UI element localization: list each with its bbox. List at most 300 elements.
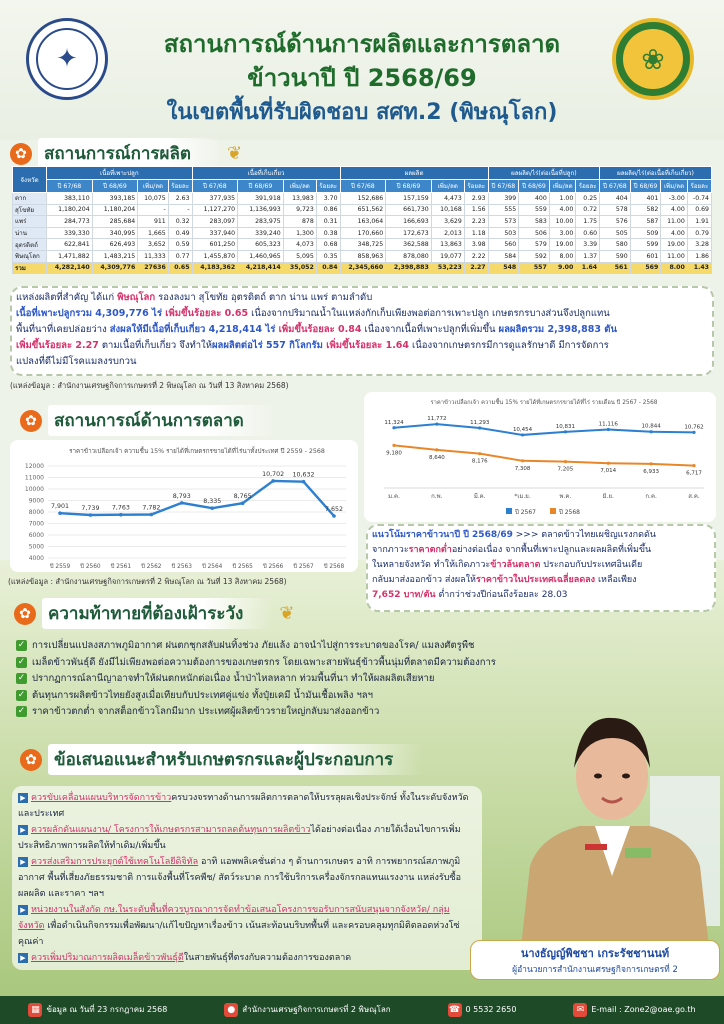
- section-production-header: [10, 138, 242, 169]
- data-point: [180, 501, 184, 505]
- total-cell: 557: [519, 262, 550, 274]
- text: เหลือเพียง: [595, 575, 637, 585]
- list-item: [16, 655, 716, 672]
- x-tick-label: ปี 2566: [262, 564, 284, 570]
- table-cell: 11,333: [138, 250, 169, 262]
- subheader: ปี 68/69: [630, 180, 661, 193]
- data-label: 9,180: [386, 450, 402, 457]
- suggestion-text: อาทิ แอพพลิเคชั่นต่าง ๆ ด้านการเกษตร อาทิ การพยากรณ์สภาพภูมิอากาศ พื้นที่เสี่ยงภัยธรรมชาติ การแจ้งพื้นที่โรคพืช/ สัตว์ระบาด การใช้บริการเครื่องจักรกลแทนแรงงาน แหล่งรับซื้อผลผลิต และราคา ฯลฯ: [18, 857, 461, 899]
- province-cell: น่าน: [13, 227, 47, 239]
- table-cell: 0.59: [168, 239, 192, 251]
- footer-office-text: สำนักงานเศรษฐกิจการเกษตรที่ 2 พิษณุโลก: [242, 1005, 391, 1014]
- table-cell: 9,723: [283, 204, 316, 216]
- subheader: ปี 68/69: [92, 180, 138, 193]
- table-cell: 1,471,882: [47, 250, 93, 262]
- table-cell: 11.00: [661, 250, 688, 262]
- data-label: 7,782: [142, 504, 161, 512]
- data-label: 11,116: [598, 421, 618, 428]
- table-cell: 506: [519, 227, 550, 239]
- table-cell: -: [138, 204, 169, 216]
- text: จากภาวะ: [372, 545, 409, 555]
- emblem-icon: ✦: [36, 28, 98, 90]
- group-header: ผลผลิต/ไร่(ต่อเนื้อที่เก็บเกี่ยว): [600, 167, 712, 180]
- data-point: [650, 462, 653, 465]
- series-line: [60, 481, 334, 516]
- table-cell: 584: [488, 250, 519, 262]
- table-cell: 1,665: [138, 227, 169, 239]
- total-cell: 561: [600, 262, 631, 274]
- text-highlight: ส่งผลให้มีเนื้อที่เก็บเกี่ยว: [109, 324, 206, 335]
- footer-date: [28, 1003, 167, 1017]
- x-tick-label: ก.ค.: [645, 493, 657, 500]
- suggestion-highlight: หน่วยงานในสังกัด กษ.ในระดับพื้นที่ควรบูรณาการจัดทำข้อเสนอโครงการขอรับการสนับสนุนจากจังหวัด/ กลุ่มจังหวัด: [18, 905, 450, 931]
- data-point: [392, 426, 395, 429]
- list-item: [16, 638, 716, 655]
- text: พื้นที่นาที่เคยปล่อยว่าง: [16, 324, 110, 335]
- data-point: [521, 433, 524, 436]
- table-cell: 391,918: [238, 193, 284, 205]
- suggestion-highlight: ควรเพิ่มปริมาณการผลิตเมล็ดข้าวพันธุ์ดี: [31, 953, 184, 963]
- data-label: 7,014: [600, 468, 617, 475]
- table-cell: 401: [630, 193, 661, 205]
- list-item: [18, 902, 476, 950]
- table-cell: 587: [630, 216, 661, 228]
- data-point: [332, 514, 336, 518]
- total-cell: 0.84: [316, 262, 340, 274]
- data-point: [210, 506, 214, 510]
- section-title: สถานการณ์ด้านการตลาด: [48, 405, 274, 436]
- table-cell: 348,725: [340, 239, 386, 251]
- table-row: [13, 193, 712, 205]
- table-cell: 10,168: [431, 204, 464, 216]
- calendar-icon: ▦: [28, 1003, 42, 1017]
- oae-logo: [26, 18, 108, 100]
- table-cell: -3.00: [661, 193, 688, 205]
- data-label: 8,176: [471, 458, 488, 465]
- data-label: 6,933: [643, 468, 660, 475]
- total-cell: 2,345,660: [340, 262, 386, 274]
- text-highlight: เพิ่มขึ้นร้อยละ 0.65: [165, 308, 249, 319]
- text-highlight: 557 กิโลกรัม: [262, 340, 327, 351]
- play-arrow-icon: ▶: [18, 825, 28, 835]
- table-cell: 19.00: [549, 239, 576, 251]
- table-cell: 3,652: [138, 239, 169, 251]
- text: เนื่องจากเนื้อที่เพาะปลูกที่เพิ่มขึ้น: [361, 324, 499, 335]
- data-point: [392, 444, 395, 447]
- total-cell: 4,218,414: [238, 262, 284, 274]
- y-tick-label: 12000: [24, 463, 44, 470]
- table-cell: 4,473: [431, 193, 464, 205]
- subheader: ร้อยละ: [687, 180, 711, 193]
- play-arrow-icon: ▶: [18, 857, 28, 867]
- group-header: เนื้อที่เพาะปลูก: [47, 167, 192, 180]
- director-name: นางธัญญ์พิชชา เกระรัชชานนท์: [520, 947, 670, 960]
- list-item-text: ราคาข้าวตกต่ำ จากสต็อกข้าวโลกมีมาก ประเทศผู้ผลิตข้าวรายใหญ่กลับมาส่งออกข้าว: [32, 706, 380, 717]
- total-cell: 35,052: [283, 262, 316, 274]
- text-highlight: ผลผลิตรวม 2,398,883 ตัน: [498, 324, 617, 335]
- table-cell: 580: [600, 239, 631, 251]
- flower-icon: ✿: [20, 410, 42, 432]
- x-tick-label: ปี 2562: [141, 564, 162, 570]
- text-highlight: เพิ่มขึ้นร้อยละ 1.64: [326, 340, 410, 351]
- table-cell: 13,983: [283, 193, 316, 205]
- x-tick-label: ส.ค.: [688, 493, 700, 500]
- text-highlight: พิษณุโลก: [117, 292, 156, 303]
- table-cell: 1.56: [464, 204, 488, 216]
- table-cell: 10.00: [549, 216, 576, 228]
- table-cell: 284,773: [47, 216, 93, 228]
- list-item: [18, 950, 476, 966]
- legend-swatch: [506, 508, 512, 514]
- footer-email: [573, 1003, 695, 1017]
- table-cell: 878,080: [386, 250, 432, 262]
- table-cell: 503: [488, 227, 519, 239]
- subheader: ปี 68/69: [386, 180, 432, 193]
- total-cell: 2.27: [464, 262, 488, 274]
- table-cell: 1.86: [687, 250, 711, 262]
- subheader: ปี 67/68: [488, 180, 519, 193]
- table-cell: 1,483,215: [92, 250, 138, 262]
- table-cell: 0.31: [316, 216, 340, 228]
- table-cell: 383,110: [47, 193, 93, 205]
- table-cell: 559: [519, 204, 550, 216]
- table-cell: 3.70: [316, 193, 340, 205]
- table-cell: 19.00: [661, 239, 688, 251]
- play-arrow-icon: ▶: [18, 953, 28, 963]
- section-challenge-header: [14, 598, 294, 629]
- y-tick-label: 7000: [28, 520, 44, 528]
- text-highlight: เพิ่มขึ้นร้อยละ 2.27: [16, 340, 99, 351]
- x-tick-label: ปี 2567: [293, 564, 314, 570]
- data-point: [692, 464, 695, 467]
- suggestion-highlight: ควรผลักดันแผนงาน/ โครงการให้เกษตรกรสามารถลดต้นทุนการผลิตข้าว: [31, 825, 311, 835]
- y-tick-label: 8000: [28, 509, 44, 516]
- table-cell: 3.28: [687, 239, 711, 251]
- table-row: [13, 204, 712, 216]
- checkmark-icon: ✓: [17, 673, 26, 683]
- yearly-price-chart-box: [10, 440, 358, 572]
- table-cell: 0.49: [168, 227, 192, 239]
- monthly-price-chart: [364, 392, 716, 522]
- text: ตามเนื้อที่เก็บเกี่ยว จึงทำให้: [98, 340, 212, 351]
- title-line-1: สถานการณ์ด้านการผลิตและการตลาด: [163, 30, 561, 58]
- table-cell: 2.63: [168, 193, 192, 205]
- suggestion-text: ได้อย่างต่อเนื่อง ภายใต้เงื่อนไขการเพิ่มประสิทธิภาพการผลิตให้ทำเดิม/เพิ่มขึ้น: [18, 825, 461, 851]
- table-cell: 1,300: [283, 227, 316, 239]
- text-highlight: 7,652 บาท/ตัน: [372, 590, 436, 600]
- table-cell: 1.00: [549, 193, 576, 205]
- list-item-text: การเปลี่ยนแปลงสภาพภูมิอากาศ ฝนตกชุกสลับฝนทิ้งช่วง ภัยแล้ง อาจนำไปสู่การระบาดของโรค/ แมลงศัตรูพืช: [32, 640, 475, 651]
- text-highlight: เพิ่มขึ้นร้อยละ 0.84: [278, 324, 362, 335]
- x-tick-label: ปี 2559: [49, 564, 71, 570]
- data-label: 10,632: [292, 471, 315, 479]
- data-label: 7,763: [111, 504, 130, 512]
- table-row: [13, 250, 712, 262]
- table-cell: 651,562: [340, 204, 386, 216]
- table-cell: 11.00: [661, 216, 688, 228]
- footer-phone: [448, 1003, 517, 1017]
- data-label: 7,205: [557, 466, 574, 473]
- wheat-icon: ❦: [279, 603, 295, 624]
- table-row: [13, 239, 712, 251]
- data-point: [478, 452, 481, 455]
- table-cell: 0.32: [168, 216, 192, 228]
- subheader: เพิ่ม/ลด: [661, 180, 688, 193]
- table-cell: 555: [488, 204, 519, 216]
- table-cell: 19,077: [431, 250, 464, 262]
- data-label: 8,793: [172, 492, 191, 500]
- legend-label: ปี 2568: [559, 509, 580, 516]
- table-cell: 1.18: [464, 227, 488, 239]
- x-tick-label: ปี 2563: [171, 564, 192, 570]
- legend-swatch: [550, 508, 556, 514]
- table-cell: 509: [630, 227, 661, 239]
- chart-title: ราคาข้าวเปลือกเจ้า ความชื้น 15% รายได้ที่เกษตรกรขายได้ที่ไร่นาทั้งประเทศ ปี 2559 - 2568: [69, 448, 325, 455]
- total-cell: 2,398,883: [386, 262, 432, 274]
- data-point: [58, 511, 62, 515]
- table-cell: 163,064: [340, 216, 386, 228]
- x-tick-label: ม.ค.: [388, 493, 400, 500]
- data-label: 10,844: [641, 423, 661, 430]
- data-point: [607, 428, 610, 431]
- play-arrow-icon: ▶: [18, 905, 28, 915]
- y-tick-label: 9000: [28, 497, 44, 505]
- table-cell: 573: [488, 216, 519, 228]
- data-label: 6,717: [686, 470, 702, 477]
- total-cell: 1.64: [576, 262, 600, 274]
- subheader: ปี 67/68: [600, 180, 631, 193]
- table-cell: 337,940: [192, 227, 238, 239]
- x-tick-label: มิ.ย.: [602, 493, 614, 500]
- data-label: 11,324: [384, 419, 404, 426]
- text: เนื่องจากเกษตรกรมีการดูแลรักษาดี มีการจัดการ: [409, 340, 609, 351]
- footer: [0, 996, 724, 1024]
- section-suggestion-header: [20, 744, 423, 775]
- table-cell: 661,730: [386, 204, 432, 216]
- text: แปลงที่ดีไม่มีโรคแมลงรบกวน: [16, 356, 137, 367]
- table-cell: 8.00: [549, 250, 576, 262]
- data-label: 7,739: [81, 505, 100, 513]
- table-cell: 3.98: [464, 239, 488, 251]
- table-cell: 911: [138, 216, 169, 228]
- x-tick-label: ปี 2564: [202, 564, 223, 570]
- table-cell: 1,127,270: [192, 204, 238, 216]
- table-cell: 2.93: [464, 193, 488, 205]
- table-cell: 601: [630, 250, 661, 262]
- subheader: เพิ่ม/ลด: [549, 180, 576, 193]
- data-point: [650, 430, 653, 433]
- footer-phone-text: 0 5532 2650: [465, 1005, 517, 1014]
- section-market-header: [20, 405, 274, 436]
- subheader: ปี 67/68: [47, 180, 93, 193]
- x-tick-label: ปี 2561: [110, 564, 132, 570]
- table-cell: 599: [630, 239, 661, 251]
- total-cell: รวม: [13, 262, 47, 274]
- table-cell: 4.00: [549, 204, 576, 216]
- table-cell: 285,684: [92, 216, 138, 228]
- table-cell: 5,095: [283, 250, 316, 262]
- total-cell: 53,223: [431, 262, 464, 274]
- title-line-3: ในเขตพื้นที่รับผิดชอบ สศท.2 (พิษณุโลก): [166, 100, 558, 125]
- subheader: ปี 67/68: [192, 180, 238, 193]
- table-cell: 1.91: [687, 216, 711, 228]
- x-tick-label: มี.ค.: [473, 493, 486, 500]
- suggestion-text: ในสายพันธุ์ที่ตรงกับความต้องการของตลาด: [183, 953, 352, 963]
- y-tick-label: 4000: [28, 555, 44, 562]
- group-header: ผลผลิต: [340, 167, 488, 180]
- data-source-note: (แหล่งข้อมูล : สำนักงานเศรษฐกิจการเกษตรที่ 2 พิษณุโลก ณ วันที่ 13 สิงหาคม 2568): [10, 381, 289, 390]
- suggestion-highlight: ควรขับเคลื่อนแผนบริหารจัดการข้าว: [31, 793, 172, 803]
- market-summary: [372, 528, 712, 603]
- footer-date-text: ข้อมูล ณ วันที่ 23 กรกฎาคม 2568: [46, 1005, 168, 1014]
- data-label: 11,293: [470, 420, 490, 427]
- table-cell: 1,180,204: [92, 204, 138, 216]
- footer-email-text: E-mail : Zone2@oae.go.th: [591, 1005, 696, 1014]
- province-cell: สุโขทัย: [13, 204, 47, 216]
- table-cell: 622,841: [47, 239, 93, 251]
- province-cell: พิษณุโลก: [13, 250, 47, 262]
- data-label: 10,454: [512, 426, 533, 433]
- table-cell: 579: [519, 239, 550, 251]
- suggestion-list: [12, 786, 482, 970]
- list-item-text: เมล็ดข้าวพันธุ์ดี ยังมีไม่เพียงพอต่อความต้องการของเกษตรกร โดยเฉพาะสายพันธุ์ข้าวพื้นนุ่มที่ตลาดมีความต้องการ: [32, 656, 496, 668]
- data-label: 8,765: [233, 493, 252, 501]
- ministry-logo: [612, 18, 694, 100]
- text: >>> ตลาดข้าวไทยเผชิญแรงกดดัน: [512, 530, 656, 540]
- x-tick-label: *เม.ย.: [514, 493, 531, 500]
- table-cell: 170,660: [340, 227, 386, 239]
- subheader: ปี 68/69: [519, 180, 550, 193]
- text: เนื่องจากปริมาณน้ำในแหล่งกักเก็บเพียงพอต่อการเพาะปลูก เกษตรกรบางส่วนจึงปลูกแทน: [248, 308, 610, 319]
- table-cell: 3.39: [576, 239, 600, 251]
- checkmark-icon: ✓: [17, 689, 26, 700]
- table-cell: 0.38: [316, 227, 340, 239]
- x-tick-label: ปี 2565: [232, 564, 253, 570]
- data-source-note: (แหล่งข้อมูล : สำนักงานเศรษฐกิจการเกษตรที่ 2 พิษณุโลก ณ วันที่ 13 สิงหาคม 2568): [8, 577, 287, 586]
- subheader: ปี 67/68: [340, 180, 386, 193]
- data-label: 10,702: [262, 470, 285, 478]
- total-cell: 548: [488, 262, 519, 274]
- subheader: ร้อยละ: [576, 180, 600, 193]
- checkmark-icon: ✓: [17, 706, 26, 716]
- table-cell: 505: [600, 227, 631, 239]
- table-cell: 399: [488, 193, 519, 205]
- monthly-price-chart-box: [364, 392, 716, 522]
- suggestion-highlight: ควรส่งเสริมการประยุกต์ใช้เทคโนโลยีดิจิทัล: [31, 857, 199, 867]
- data-label: 7,901: [50, 503, 70, 511]
- table-cell: 590: [600, 250, 631, 262]
- suggestion-text: ครบวงจรทางด้านการผลิตการตลาดให้บรรลุผลเชิงประจักษ์ ทั้งในระดับจังหวัด และประเทศ: [18, 793, 469, 819]
- text: ในหลายจังหวัด ทำให้เกิดภาวะ: [372, 560, 491, 570]
- table-cell: 393,185: [92, 193, 138, 205]
- table-cell: 339,240: [238, 227, 284, 239]
- chart-title: ราคาข้าวเปลือกเจ้า ความชื้น 15% รายได้ที่เกษตรกรขายได้ที่ไร่ รายเดือน ปี 2567 - 2568: [430, 400, 658, 406]
- table-cell: 404: [600, 193, 631, 205]
- total-cell: 1.43: [687, 262, 711, 274]
- subheader: เพิ่ม/ลด: [431, 180, 464, 193]
- data-label: 7,308: [514, 465, 531, 472]
- table-cell: 362,588: [386, 239, 432, 251]
- table-cell: 582: [630, 204, 661, 216]
- group-header: เนื้อที่เก็บเกี่ยว: [192, 167, 340, 180]
- table-cell: 4,073: [283, 239, 316, 251]
- production-table: [12, 166, 712, 274]
- table-cell: 13,863: [431, 239, 464, 251]
- table-cell: 152,686: [340, 193, 386, 205]
- table-cell: 2.23: [464, 216, 488, 228]
- email-icon: ✉: [573, 1003, 587, 1017]
- legend-label: ปี 2567: [515, 509, 536, 516]
- phone-icon: ☎: [448, 1005, 461, 1015]
- table-cell: 2.22: [464, 250, 488, 262]
- data-point: [119, 513, 123, 517]
- table-cell: 858,963: [340, 250, 386, 262]
- wheat-icon: ❦: [226, 143, 243, 164]
- data-point: [564, 460, 567, 463]
- data-point: [241, 501, 245, 505]
- province-cell: แพร่: [13, 216, 47, 228]
- list-item-text: ต้นทุนการผลิตข้าวไทยยังสูงเมื่อเทียบกับประเทศคู่แข่ง ทั้งปุ๋ยเคมี น้ำมันเชื้อเพลิง ฯลฯ: [32, 689, 373, 701]
- text: แหล่งผลิตที่สำคัญ ได้แก่: [16, 292, 118, 303]
- location-pin-icon: ●: [224, 1003, 238, 1017]
- subheader: ร้อยละ: [316, 180, 340, 193]
- table-cell: 560: [488, 239, 519, 251]
- table-cell: 0.25: [576, 193, 600, 205]
- y-tick-label: 5000: [28, 543, 44, 551]
- table-cell: 3.00: [549, 227, 576, 239]
- text-highlight: 4,218,414 ไร่: [205, 324, 279, 335]
- table-cell: 605,323: [238, 239, 284, 251]
- table-cell: 1,136,993: [238, 204, 284, 216]
- table-cell: 2,013: [431, 227, 464, 239]
- agriculture-emblem-icon: ❀: [623, 29, 683, 89]
- text: อย่างต่อเนื่อง จากพื้นที่เพาะปลูกและผลผลิตที่เพิ่มขึ้น: [451, 545, 652, 555]
- table-cell: 0.68: [316, 239, 340, 251]
- total-cell: 4,183,362: [192, 262, 238, 274]
- table-cell: 1,455,870: [192, 250, 238, 262]
- table-cell: 172,673: [386, 227, 432, 239]
- table-cell: 583: [519, 216, 550, 228]
- table-cell: 400: [519, 193, 550, 205]
- list-item: [18, 854, 476, 902]
- text-highlight: ราคาตกต่ำ: [408, 545, 452, 555]
- x-tick-label: พ.ค.: [559, 493, 572, 500]
- data-point: [271, 479, 275, 483]
- group-header: ผลผลิต/ไร่(ต่อเนื้อที่ปลูก): [488, 167, 599, 180]
- table-row: [13, 227, 712, 239]
- table-cell: 0.72: [576, 204, 600, 216]
- table-cell: 0.60: [576, 227, 600, 239]
- data-label: 7,652: [324, 506, 344, 514]
- table-cell: 578: [600, 204, 631, 216]
- table-cell: 157,159: [386, 193, 432, 205]
- data-point: [435, 448, 438, 451]
- flower-icon: ✿: [10, 143, 32, 165]
- table-cell: 878: [283, 216, 316, 228]
- director-portrait: [500, 676, 724, 956]
- table-cell: 1,180,204: [47, 204, 93, 216]
- data-label: 11,772: [427, 416, 447, 423]
- text: ต่ำกว่าช่วงปีก่อนถึงร้อยละ 28.03: [435, 590, 568, 600]
- table-cell: 0.69: [687, 204, 711, 216]
- list-item: [18, 822, 476, 854]
- text-highlight: ผลผลิตต่อไร่: [211, 340, 263, 351]
- flower-icon: ✿: [14, 603, 36, 625]
- table-total-row: [13, 262, 712, 274]
- subheader: ปี 68/69: [238, 180, 284, 193]
- table-cell: 166,693: [386, 216, 432, 228]
- title-line-2: ข้าวนาปี ปี 2568/69: [247, 64, 477, 92]
